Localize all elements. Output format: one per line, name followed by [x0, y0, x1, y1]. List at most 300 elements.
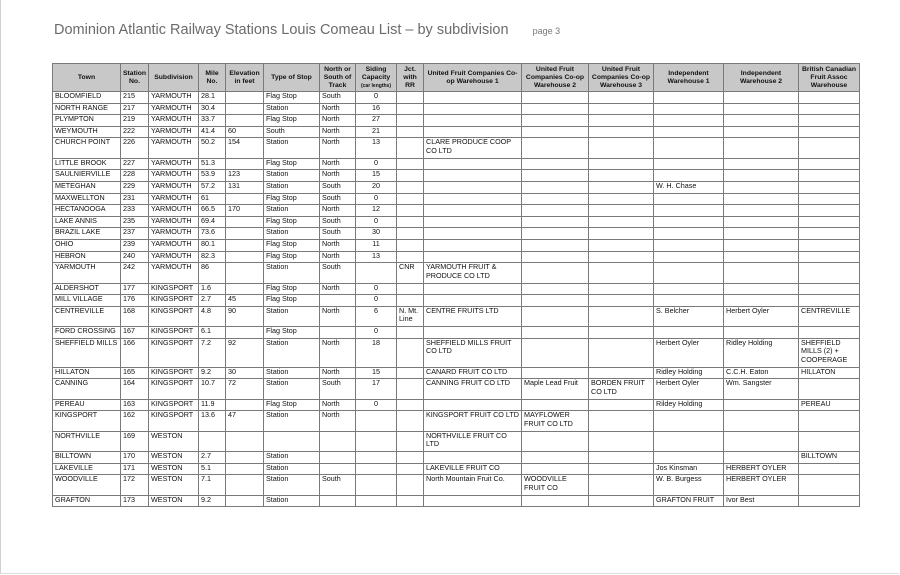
table-cell — [724, 170, 799, 182]
table-cell: KINGSPORT — [149, 283, 199, 295]
table-cell — [397, 228, 424, 240]
table-cell — [397, 193, 424, 205]
column-header-label: British Canadian Fruit Assoc Warehouse — [801, 65, 856, 89]
table-cell: SAULNIERVILLE — [53, 170, 121, 182]
table-cell: North — [320, 126, 356, 138]
table-cell — [397, 239, 424, 251]
table-cell: North — [320, 205, 356, 217]
table-cell — [724, 251, 799, 263]
table-cell: 90 — [226, 306, 264, 326]
table-row — [53, 158, 860, 170]
table-cell: 176 — [121, 295, 149, 307]
table-cell: HECTANOOGA — [53, 205, 121, 217]
table-cell: South — [320, 475, 356, 495]
table-row — [53, 92, 860, 104]
table-cell: 57.2 — [199, 181, 226, 193]
table-cell: WESTON — [149, 463, 199, 475]
table-cell: 235 — [121, 216, 149, 228]
table-cell — [724, 103, 799, 115]
table-cell — [522, 463, 589, 475]
table-cell — [397, 103, 424, 115]
table-cell: Station — [264, 170, 320, 182]
table-cell: YARMOUTH — [149, 216, 199, 228]
table-cell: 228 — [121, 170, 149, 182]
table-cell — [589, 205, 654, 217]
table-cell: 171 — [121, 463, 149, 475]
table-cell — [724, 295, 799, 307]
table-cell: North — [320, 367, 356, 379]
table-cell — [799, 138, 860, 158]
table-cell: SHEFFIELD MILLS FRUIT CO LTD — [424, 338, 522, 367]
table-cell: 123 — [226, 170, 264, 182]
table-cell — [799, 283, 860, 295]
table-cell: South — [320, 379, 356, 399]
table-cell — [799, 263, 860, 283]
table-cell: GRAFTON FRUIT — [654, 495, 724, 507]
table-row — [53, 228, 860, 240]
table-body — [53, 92, 860, 507]
table-cell — [799, 181, 860, 193]
table-cell: 28.1 — [199, 92, 226, 104]
table-cell: Ridley Holding — [724, 338, 799, 367]
table-cell: 217 — [121, 103, 149, 115]
table-row — [53, 327, 860, 339]
table-cell: Herbert Oyler — [654, 338, 724, 367]
table-cell — [724, 228, 799, 240]
table-cell — [424, 170, 522, 182]
table-cell — [356, 263, 397, 283]
table-cell — [356, 452, 397, 464]
table-cell — [654, 411, 724, 431]
table-cell: 4.8 — [199, 306, 226, 326]
table-cell — [522, 103, 589, 115]
column-header — [53, 64, 121, 92]
table-cell: 7.2 — [199, 338, 226, 367]
table-row — [53, 263, 860, 283]
page-header — [54, 22, 560, 38]
table-cell: LAKEVILLE FRUIT CO — [424, 463, 522, 475]
table-cell — [397, 181, 424, 193]
table-cell — [589, 228, 654, 240]
table-cell: BILLTOWN — [53, 452, 121, 464]
table-cell — [589, 475, 654, 495]
table-cell: KINGSPORT — [149, 327, 199, 339]
column-header — [149, 64, 199, 92]
table-cell — [397, 126, 424, 138]
table-cell — [424, 495, 522, 507]
table-cell: Station — [264, 463, 320, 475]
table-cell: KINGSPORT — [149, 295, 199, 307]
table-cell — [397, 411, 424, 431]
table-cell: WESTON — [149, 431, 199, 451]
table-cell — [799, 431, 860, 451]
table-cell: North — [320, 170, 356, 182]
table-cell — [522, 158, 589, 170]
table-cell: YARMOUTH — [149, 205, 199, 217]
table-cell: PLYMPTON — [53, 115, 121, 127]
table-cell — [397, 379, 424, 399]
table-cell — [356, 411, 397, 431]
table-row — [53, 283, 860, 295]
table-cell: BRAZIL LAKE — [53, 228, 121, 240]
table-cell: North — [320, 251, 356, 263]
table-cell: HERBERT OYLER — [724, 475, 799, 495]
table-cell: YARMOUTH — [149, 251, 199, 263]
table-cell — [522, 431, 589, 451]
table-cell: YARMOUTH — [149, 158, 199, 170]
table-cell — [654, 327, 724, 339]
table-cell — [724, 239, 799, 251]
table-cell — [424, 228, 522, 240]
table-cell — [654, 103, 724, 115]
table-cell: C.C.H. Eaton — [724, 367, 799, 379]
table-cell — [226, 283, 264, 295]
table-cell — [799, 170, 860, 182]
column-header-label: Type of Stop — [271, 73, 312, 81]
table-cell — [799, 193, 860, 205]
table-cell — [799, 295, 860, 307]
table-cell — [397, 295, 424, 307]
table-cell — [226, 193, 264, 205]
table-cell: LAKE ANNIS — [53, 216, 121, 228]
table-cell: North — [320, 411, 356, 431]
table-cell: North — [320, 158, 356, 170]
column-header — [654, 64, 724, 92]
table-cell: 80.1 — [199, 239, 226, 251]
table-cell — [226, 251, 264, 263]
table-cell — [226, 216, 264, 228]
table-cell: Flag Stop — [264, 115, 320, 127]
table-cell — [654, 295, 724, 307]
table-cell: Flag Stop — [264, 327, 320, 339]
table-cell — [724, 411, 799, 431]
column-header-label: Elevation in feet — [229, 69, 260, 85]
table-cell: MAYFLOWER FRUIT CO LTD — [522, 411, 589, 431]
table-cell: 163 — [121, 399, 149, 411]
table-cell: HILLATON — [799, 367, 860, 379]
table-cell — [522, 306, 589, 326]
table-cell — [522, 399, 589, 411]
table-cell — [424, 327, 522, 339]
table-cell — [226, 475, 264, 495]
page-title: Dominion Atlantic Railway Stations Louis Comeau List – by subdivision — [54, 22, 509, 38]
table-cell: YARMOUTH — [149, 228, 199, 240]
table-row — [53, 170, 860, 182]
table-cell — [397, 283, 424, 295]
table-cell — [589, 411, 654, 431]
table-cell — [320, 495, 356, 507]
table-cell: Herbert Oyler — [654, 379, 724, 399]
table-cell — [654, 158, 724, 170]
table-cell — [397, 216, 424, 228]
table-cell — [654, 452, 724, 464]
table-cell: Wm. Sangster — [724, 379, 799, 399]
table-cell — [589, 399, 654, 411]
table-cell — [799, 228, 860, 240]
table-cell: 6 — [356, 306, 397, 326]
table-cell — [226, 228, 264, 240]
table-cell — [397, 138, 424, 158]
column-header-label: North or South of Track — [323, 65, 352, 89]
table-cell — [320, 452, 356, 464]
table-row — [53, 251, 860, 263]
table-cell: 50.2 — [199, 138, 226, 158]
table-cell — [724, 158, 799, 170]
table-cell: PEREAU — [799, 399, 860, 411]
table-cell: Station — [264, 411, 320, 431]
table-cell: 45 — [226, 295, 264, 307]
table-row — [53, 306, 860, 326]
page-number: page 3 — [532, 26, 561, 36]
table-cell: North — [320, 338, 356, 367]
table-row — [53, 379, 860, 399]
table-cell — [589, 138, 654, 158]
table-cell: 12 — [356, 205, 397, 217]
table-cell — [424, 181, 522, 193]
table-cell — [397, 251, 424, 263]
table-cell — [654, 216, 724, 228]
table-cell: Flag Stop — [264, 251, 320, 263]
table-row — [53, 463, 860, 475]
table-cell: 1.6 — [199, 283, 226, 295]
table-cell: 30 — [226, 367, 264, 379]
column-header-label: Mile No. — [205, 69, 219, 85]
table-cell: YARMOUTH — [149, 263, 199, 283]
table-row — [53, 411, 860, 431]
table-cell — [724, 181, 799, 193]
table-cell: 47 — [226, 411, 264, 431]
table-cell: South — [320, 216, 356, 228]
column-header-label: Town — [77, 73, 96, 81]
table-cell — [397, 170, 424, 182]
table-cell — [589, 170, 654, 182]
table-cell — [522, 216, 589, 228]
table-cell — [424, 452, 522, 464]
table-cell: North — [320, 283, 356, 295]
table-cell — [589, 251, 654, 263]
table-cell: 0 — [356, 327, 397, 339]
table-cell: HILLATON — [53, 367, 121, 379]
table-cell: MILL VILLAGE — [53, 295, 121, 307]
table-cell: North Mountain Fruit Co. — [424, 475, 522, 495]
table-cell — [589, 158, 654, 170]
table-cell: South — [264, 126, 320, 138]
table-cell — [522, 263, 589, 283]
table-cell: WESTON — [149, 475, 199, 495]
column-header-label: Independent Warehouse 1 — [667, 69, 710, 85]
table-cell: Flag Stop — [264, 92, 320, 104]
table-cell: FORD CROSSING — [53, 327, 121, 339]
table-cell — [654, 251, 724, 263]
table-cell: Station — [264, 475, 320, 495]
table-cell: 154 — [226, 138, 264, 158]
table-cell: 18 — [356, 338, 397, 367]
table-cell — [724, 431, 799, 451]
table-cell: 231 — [121, 193, 149, 205]
table-cell: Flag Stop — [264, 216, 320, 228]
table-cell: Flag Stop — [264, 283, 320, 295]
table-cell — [654, 115, 724, 127]
table-cell: South — [320, 228, 356, 240]
table-cell — [589, 367, 654, 379]
column-header-label: Siding Capacity — [361, 65, 391, 81]
table-cell: 86 — [199, 263, 226, 283]
table-cell — [724, 205, 799, 217]
table-cell — [226, 431, 264, 451]
table-row — [53, 103, 860, 115]
table-row — [53, 193, 860, 205]
table-cell: 11.9 — [199, 399, 226, 411]
table-row — [53, 338, 860, 367]
table-cell — [589, 193, 654, 205]
table-cell: YARMOUTH — [149, 193, 199, 205]
table-cell — [320, 327, 356, 339]
table-cell: Flag Stop — [264, 399, 320, 411]
table-cell — [424, 103, 522, 115]
table-cell: North — [320, 399, 356, 411]
table-cell: 30.4 — [199, 103, 226, 115]
table-cell — [724, 193, 799, 205]
table-cell: Station — [264, 379, 320, 399]
table-cell — [356, 431, 397, 451]
table-cell — [654, 228, 724, 240]
table-cell — [356, 495, 397, 507]
column-header-label: Jct. with RR — [403, 65, 417, 89]
table-cell: MAXWELLTON — [53, 193, 121, 205]
table-cell: 11 — [356, 239, 397, 251]
table-cell — [799, 463, 860, 475]
table-cell: 0 — [356, 295, 397, 307]
table-cell — [356, 463, 397, 475]
table-cell — [799, 495, 860, 507]
table-cell — [799, 115, 860, 127]
table-cell: 20 — [356, 181, 397, 193]
table-header-row — [53, 64, 860, 92]
table-cell — [522, 367, 589, 379]
table-cell: GRAFTON — [53, 495, 121, 507]
table-cell: Rildey Holding — [654, 399, 724, 411]
column-header — [397, 64, 424, 92]
table-cell — [226, 239, 264, 251]
table-cell: 172 — [121, 475, 149, 495]
table-row — [53, 495, 860, 507]
table-cell — [356, 475, 397, 495]
table-cell: 21 — [356, 126, 397, 138]
table-cell — [654, 431, 724, 451]
table-cell: WESTON — [149, 495, 199, 507]
table-cell — [589, 283, 654, 295]
table-cell — [654, 239, 724, 251]
table-cell — [226, 158, 264, 170]
table-cell — [799, 475, 860, 495]
table-cell: LAKEVILLE — [53, 463, 121, 475]
table-cell: 2.7 — [199, 452, 226, 464]
table-cell: CANNING — [53, 379, 121, 399]
table-cell: YARMOUTH FRUIT & PRODUCE CO LTD — [424, 263, 522, 283]
table-cell: KINGSPORT — [149, 367, 199, 379]
table-cell — [724, 126, 799, 138]
table-cell: KINGSPORT — [149, 411, 199, 431]
table-cell — [320, 463, 356, 475]
table-cell — [589, 295, 654, 307]
column-header — [799, 64, 860, 92]
table-cell: Flag Stop — [264, 193, 320, 205]
table-cell — [654, 205, 724, 217]
table-cell: HEBRON — [53, 251, 121, 263]
table-cell — [424, 295, 522, 307]
table-cell — [724, 115, 799, 127]
table-cell: YARMOUTH — [149, 103, 199, 115]
table-cell — [397, 327, 424, 339]
table-cell: 30 — [356, 228, 397, 240]
table-cell: W. H. Chase — [654, 181, 724, 193]
table-cell — [799, 251, 860, 263]
column-header-label: United Fruit Companies Co-op Warehouse 1 — [427, 69, 518, 85]
table-cell: 69.4 — [199, 216, 226, 228]
table-cell: 16 — [356, 103, 397, 115]
table-cell: Station — [264, 181, 320, 193]
table-cell — [226, 115, 264, 127]
table-cell — [424, 239, 522, 251]
table-cell: 239 — [121, 239, 149, 251]
table-cell — [724, 452, 799, 464]
table-cell — [799, 379, 860, 399]
table-cell: 17 — [356, 379, 397, 399]
table-cell: SHEFFIELD MILLS (2) + COOPERAGE — [799, 338, 860, 367]
table-row — [53, 295, 860, 307]
column-header — [226, 64, 264, 92]
table-cell: KINGSPORT — [149, 399, 199, 411]
table-cell: 82.3 — [199, 251, 226, 263]
table-cell — [522, 205, 589, 217]
table-cell — [799, 216, 860, 228]
table-cell: Station — [264, 228, 320, 240]
table-cell: KINGSPORT — [149, 379, 199, 399]
table-cell: 229 — [121, 181, 149, 193]
table-cell: 164 — [121, 379, 149, 399]
table-cell — [226, 92, 264, 104]
table-cell: 41.4 — [199, 126, 226, 138]
table-cell — [522, 327, 589, 339]
table-cell — [424, 251, 522, 263]
table-cell: 0 — [356, 399, 397, 411]
table-cell: 10.7 — [199, 379, 226, 399]
table-cell: CANARD FRUIT CO LTD — [424, 367, 522, 379]
table-cell: 7.1 — [199, 475, 226, 495]
table-cell — [522, 295, 589, 307]
table-cell: 72 — [226, 379, 264, 399]
table-cell: KINGSPORT — [53, 411, 121, 431]
table-cell: CENTREVILLE — [53, 306, 121, 326]
column-header — [724, 64, 799, 92]
table-cell: METEGHAN — [53, 181, 121, 193]
table-cell: NORTHVILLE FRUIT CO LTD — [424, 431, 522, 451]
table-cell: Ridley Holding — [654, 367, 724, 379]
table-cell: North — [320, 239, 356, 251]
table-cell — [589, 338, 654, 367]
table-cell — [264, 431, 320, 451]
table-cell: YARMOUTH — [149, 92, 199, 104]
column-header — [424, 64, 522, 92]
table-cell: 73.6 — [199, 228, 226, 240]
table-cell — [799, 239, 860, 251]
table-cell — [226, 452, 264, 464]
table-cell: CNR — [397, 263, 424, 283]
table-cell — [226, 263, 264, 283]
table-cell: South — [320, 92, 356, 104]
table-cell — [424, 193, 522, 205]
table-cell: W. B. Burgess — [654, 475, 724, 495]
